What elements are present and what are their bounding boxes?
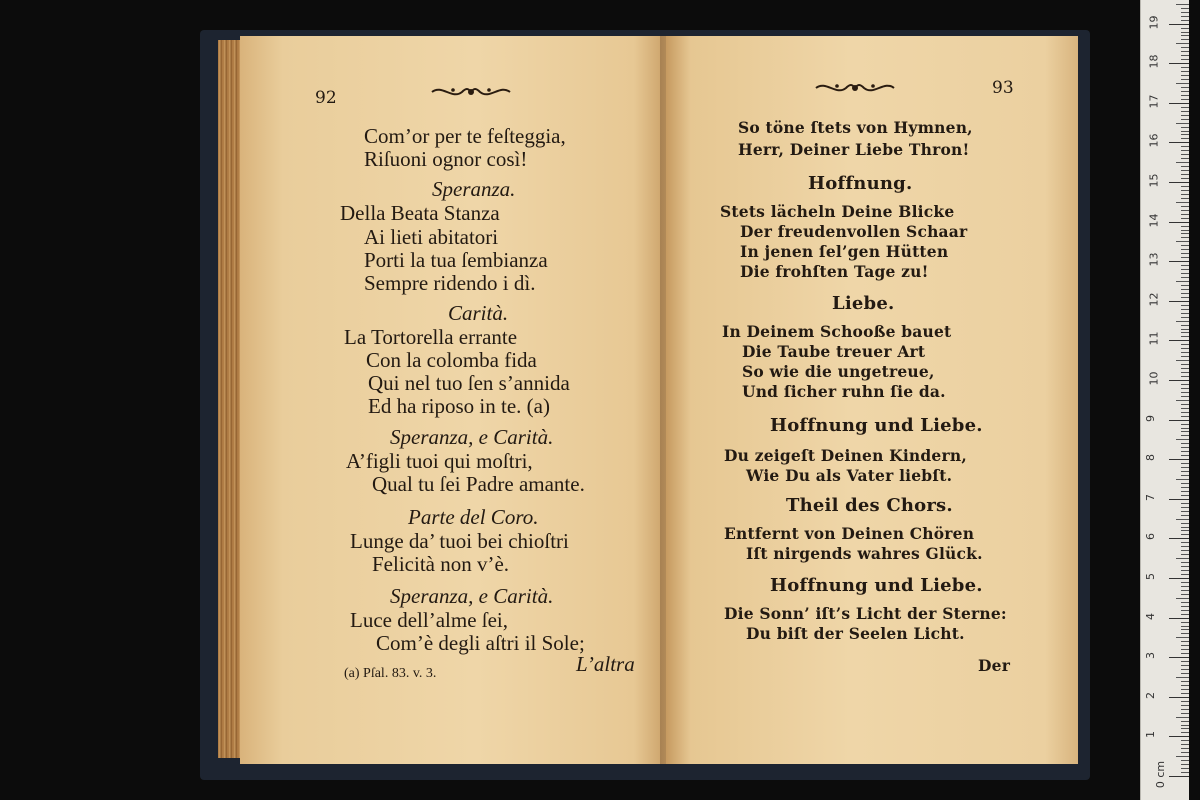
ruler-tick: [1181, 127, 1189, 128]
ruler-tick: [1181, 8, 1189, 9]
ruler-tick: [1181, 39, 1189, 40]
ruler-tick: [1176, 360, 1189, 361]
ruler-tick: [1181, 376, 1189, 377]
ruler-tick: [1181, 198, 1189, 199]
ruler-tick: [1181, 154, 1189, 155]
text-line: Stets lächeln Deine Blicke: [720, 202, 955, 221]
text-line: Riſuoni ognor così!: [364, 147, 528, 171]
ruler-tick: [1181, 392, 1189, 393]
ruler-tick: [1181, 645, 1189, 646]
ruler-tick: [1181, 186, 1189, 187]
ruler-tick: [1176, 321, 1189, 322]
ruler-tick: [1181, 495, 1189, 496]
ruler-tick: [1181, 190, 1189, 191]
ruler-label: 4: [1144, 612, 1157, 620]
ruler-tick: [1181, 483, 1189, 484]
ruler-tick: [1181, 170, 1189, 171]
ruler-label: 6: [1144, 533, 1157, 541]
ruler-tick: [1181, 614, 1189, 615]
catchword: L’altra: [576, 652, 635, 676]
ruler-tick: [1181, 443, 1189, 444]
ruler-tick: [1181, 586, 1189, 587]
section-heading: Theil des Chors.: [786, 495, 953, 516]
ruler-tick: [1181, 119, 1189, 120]
ruler-tick: [1181, 79, 1189, 80]
ruler-tick: [1181, 329, 1189, 330]
ruler-tick: [1181, 226, 1189, 227]
ruler-tick: [1181, 626, 1189, 627]
ruler-tick: [1169, 63, 1189, 64]
ruler-tick: [1181, 685, 1189, 686]
ruler-tick: [1181, 336, 1189, 337]
text-line: Com’è degli aſtri il Sole;: [376, 631, 585, 655]
section-heading: Speranza, e Carità.: [390, 425, 554, 449]
text-line: Herr, Deiner Liebe Thron!: [738, 140, 970, 159]
ruler-tick: [1181, 721, 1189, 722]
ruler-tick: [1176, 400, 1189, 401]
ruler-tick: [1181, 431, 1189, 432]
ruler-tick: [1181, 344, 1189, 345]
section-heading: Carità.: [448, 301, 509, 325]
ruler-label: 16: [1147, 133, 1161, 148]
ruler-label: 3: [1144, 652, 1157, 660]
text-line: Ai lieti abitatori: [364, 225, 499, 249]
ruler-tick: [1181, 523, 1189, 524]
ruler-tick: [1181, 507, 1189, 508]
ruler-label: 18: [1147, 54, 1161, 69]
ruler-tick: [1181, 661, 1189, 662]
ruler-tick: [1169, 459, 1189, 460]
ruler-tick: [1181, 253, 1189, 254]
ruler-label: 19: [1147, 15, 1161, 30]
ruler-tick: [1181, 28, 1189, 29]
ruler-tick: [1176, 598, 1189, 599]
ruler-tick: [1169, 657, 1189, 658]
ruler-tick: [1181, 131, 1189, 132]
ruler-tick: [1181, 562, 1189, 563]
ruler-tick: [1181, 530, 1189, 531]
ruler-tick: [1181, 206, 1189, 207]
text-line: La Tortorella errante: [344, 325, 518, 349]
ruler-tick: [1176, 558, 1189, 559]
ruler-tick: [1181, 51, 1189, 52]
ruler-tick: [1181, 317, 1189, 318]
text-line: Der freudenvollen Schaar: [740, 222, 968, 241]
ruler-tick: [1181, 633, 1189, 634]
ruler-tick: [1176, 439, 1189, 440]
text-line: Con la colomba fida: [366, 348, 537, 372]
ruler-tick: [1181, 554, 1189, 555]
ruler-tick: [1181, 348, 1189, 349]
ruler-tick: [1181, 309, 1189, 310]
section-heading: Hoffnung.: [808, 173, 913, 194]
catchword: Der: [978, 656, 1011, 675]
text-line: Die frohſten Tage zu!: [740, 262, 929, 281]
ruler-tick: [1181, 622, 1189, 623]
ruler-tick: [1169, 736, 1189, 737]
section-heading: Liebe.: [832, 293, 895, 314]
ornament-right: [812, 78, 898, 98]
ruler-tick: [1169, 103, 1189, 104]
text-line: Qui nel tuo ſen s’annida: [368, 371, 570, 395]
ruler-tick: [1181, 396, 1189, 397]
ruler-tick: [1181, 95, 1189, 96]
ruler-tick: [1181, 649, 1189, 650]
ruler-label: 17: [1147, 94, 1161, 109]
ruler-tick: [1181, 760, 1189, 761]
left-page: [240, 36, 668, 764]
ruler-tick: [1181, 527, 1189, 528]
ruler-tick: [1181, 285, 1189, 286]
section-heading: Speranza.: [432, 177, 516, 201]
ruler-tick: [1181, 669, 1189, 670]
ruler-tick: [1181, 408, 1189, 409]
ruler-tick: [1181, 372, 1189, 373]
ruler-label: 5: [1144, 573, 1157, 580]
ruler-tick: [1181, 428, 1189, 429]
ruler-tick: [1181, 701, 1189, 702]
section-heading: Parte del Coro.: [408, 505, 539, 529]
ruler-tick: [1181, 435, 1189, 436]
ruler-tick: [1181, 728, 1189, 729]
ruler-tick: [1176, 717, 1189, 718]
ruler-tick: [1181, 673, 1189, 674]
ruler-tick: [1181, 249, 1189, 250]
ruler-tick: [1181, 412, 1189, 413]
ruler-label: 2: [1144, 691, 1157, 699]
ruler-tick: [1181, 269, 1189, 270]
text-line: Und ſicher ruhn ſie da.: [742, 382, 946, 401]
right-page: [666, 36, 1078, 764]
ruler-tick: [1181, 218, 1189, 219]
ruler-tick: [1181, 87, 1189, 88]
ruler-tick: [1181, 471, 1189, 472]
text-line: Luce dell’alme ſei,: [350, 608, 509, 632]
ruler-tick: [1181, 709, 1189, 710]
ruler-tick: [1181, 75, 1189, 76]
ruler-tick: [1169, 538, 1189, 539]
text-line: Della Beata Stanza: [340, 201, 500, 225]
ruler-tick: [1181, 713, 1189, 714]
ruler-tick: [1181, 653, 1189, 654]
ruler-tick: [1181, 550, 1189, 551]
ruler-tick: [1169, 142, 1189, 143]
ruler-tick: [1176, 637, 1189, 638]
ruler-tick: [1181, 134, 1189, 135]
ruler-tick: [1181, 641, 1189, 642]
ruler-tick: [1181, 210, 1189, 211]
ruler-tick: [1176, 123, 1189, 124]
ruler-tick: [1176, 756, 1189, 757]
page-number-right: 93: [992, 78, 1014, 98]
ruler-tick: [1181, 689, 1189, 690]
text-line: Iſt nirgends wahres Glück.: [746, 544, 983, 563]
ruler-tick: [1181, 384, 1189, 385]
ruler-tick: [1181, 764, 1189, 765]
text-line: Die Taube treuer Art: [742, 342, 926, 361]
ruler-tick: [1181, 107, 1189, 108]
ruler-tick: [1181, 768, 1189, 769]
ruler-tick: [1181, 566, 1189, 567]
ruler-tick: [1176, 202, 1189, 203]
ruler-tick: [1181, 606, 1189, 607]
text-line: Com’or per te feſteggia,: [364, 124, 566, 148]
ruler-tick: [1181, 364, 1189, 365]
ruler-tick: [1181, 511, 1189, 512]
ruler-label: 15: [1147, 173, 1161, 188]
ruler-tick: [1169, 182, 1189, 183]
ruler-tick: [1169, 340, 1189, 341]
ruler-tick: [1181, 467, 1189, 468]
ruler-tick: [1181, 230, 1189, 231]
ruler-tick: [1181, 277, 1189, 278]
ruler-label: 13: [1147, 252, 1161, 267]
ruler-tick: [1181, 289, 1189, 290]
ruler-tick: [1181, 293, 1189, 294]
text-line: Die Sonn’ iſt’s Licht der Sterne:: [724, 604, 1007, 623]
ruler-tick: [1181, 681, 1189, 682]
ruler-tick: [1181, 447, 1189, 448]
ruler-label: 11: [1147, 331, 1161, 346]
text-line: In Deinem Schooße bauet: [722, 322, 952, 341]
ruler-tick: [1181, 491, 1189, 492]
ruler-tick: [1181, 463, 1189, 464]
ruler-tick: [1181, 233, 1189, 234]
ruler-tick: [1181, 705, 1189, 706]
ruler-tick: [1181, 245, 1189, 246]
ruler-tick: [1181, 368, 1189, 369]
text-line: Du biſt der Seelen Licht.: [746, 624, 965, 643]
ruler-tick: [1169, 697, 1189, 698]
ruler-tick: [1176, 281, 1189, 282]
ruler-tick: [1181, 237, 1189, 238]
ruler-tick: [1169, 24, 1189, 25]
ruler-tick: [1176, 519, 1189, 520]
ruler-tick: [1181, 455, 1189, 456]
ruler-tick: [1181, 166, 1189, 167]
ornament-left: [428, 82, 514, 102]
ruler-tick: [1181, 138, 1189, 139]
ruler-tick: [1181, 574, 1189, 575]
section-heading: Hoffnung und Liebe.: [770, 415, 983, 436]
ruler-tick: [1181, 273, 1189, 274]
ruler-tick: [1181, 71, 1189, 72]
ruler-tick: [1181, 146, 1189, 147]
ruler-tick: [1181, 35, 1189, 36]
text-line: So töne ſtets von Hymnen,: [738, 118, 973, 137]
ruler-tick: [1176, 43, 1189, 44]
ruler-tick: [1181, 99, 1189, 100]
ruler-label: 12: [1147, 292, 1161, 307]
ruler-tick: [1181, 214, 1189, 215]
ruler-tick: [1181, 20, 1189, 21]
text-line: Porti la tua ſembianza: [364, 248, 548, 272]
ruler-tick: [1181, 91, 1189, 92]
ruler-tick: [1181, 534, 1189, 535]
text-line: So wie die ungetreue,: [742, 362, 935, 381]
ruler-tick: [1181, 748, 1189, 749]
ruler-tick: [1176, 677, 1189, 678]
ruler-tick: [1181, 150, 1189, 151]
ruler-tick: [1169, 618, 1189, 619]
ruler-label: 9: [1144, 414, 1157, 422]
ruler-tick: [1169, 301, 1189, 302]
ruler-tick: [1181, 325, 1189, 326]
text-line: In jenen ſel’gen Hütten: [740, 242, 949, 261]
ruler-tick: [1181, 732, 1189, 733]
ruler-tick: [1181, 475, 1189, 476]
ruler-tick: [1181, 570, 1189, 571]
footnote: (a) Pſal. 83. v. 3.: [344, 666, 437, 681]
ruler-tick: [1181, 542, 1189, 543]
ruler-tick: [1169, 420, 1189, 421]
ruler-tick: [1169, 380, 1189, 381]
section-heading: Speranza, e Carità.: [390, 584, 554, 608]
text-line: Ed ha riposo in te. (a): [368, 394, 550, 418]
ruler-tick: [1181, 332, 1189, 333]
ruler-tick: [1176, 83, 1189, 84]
ruler-label: 14: [1147, 213, 1161, 228]
text-line: Du zeigeſt Deinen Kindern,: [724, 446, 967, 465]
ruler-tick: [1181, 297, 1189, 298]
ruler-tick: [1181, 424, 1189, 425]
ruler-tick: [1181, 313, 1189, 314]
ruler-tick: [1181, 590, 1189, 591]
text-line: Felicità non v’è.: [372, 552, 510, 576]
ruler-tick: [1181, 178, 1189, 179]
ruler-tick: [1181, 515, 1189, 516]
ruler-tick: [1181, 174, 1189, 175]
ruler-tick: [1169, 578, 1189, 579]
ruler-tick: [1181, 752, 1189, 753]
ruler-tick: [1181, 67, 1189, 68]
ruler-tick: [1181, 12, 1189, 13]
ruler-tick: [1181, 744, 1189, 745]
ruler-tick: [1169, 776, 1189, 777]
ruler-label: 10: [1147, 371, 1161, 386]
text-line: Qual tu ſei Padre amante.: [372, 472, 585, 496]
ruler-tick: [1181, 356, 1189, 357]
ruler-tick: [1181, 59, 1189, 60]
ruler-tick: [1181, 404, 1189, 405]
ruler-tick: [1181, 594, 1189, 595]
ruler-tick: [1181, 16, 1189, 17]
ruler-label: 8: [1144, 454, 1157, 462]
ruler-label: 1: [1144, 731, 1157, 739]
ruler-tick: [1181, 32, 1189, 33]
ruler-tick: [1176, 162, 1189, 163]
ruler-tick: [1181, 629, 1189, 630]
text-line: Lunge da’ tuoi bei chioſtri: [350, 529, 569, 553]
ruler-tick: [1181, 111, 1189, 112]
ruler-tick: [1181, 582, 1189, 583]
ruler-tick: [1181, 352, 1189, 353]
ruler-tick: [1169, 261, 1189, 262]
ruler-tick: [1181, 693, 1189, 694]
text-line: A’figli tuoi qui moſtri,: [346, 449, 533, 473]
ruler-tick: [1181, 55, 1189, 56]
ruler-tick: [1181, 388, 1189, 389]
text-line: Entfernt von Deinen Chören: [724, 524, 975, 543]
section-heading: Hoffnung und Liebe.: [770, 575, 983, 596]
ruler-tick: [1181, 115, 1189, 116]
ruler-tick: [1181, 194, 1189, 195]
ruler-label: 7: [1144, 493, 1157, 501]
ruler-tick: [1181, 772, 1189, 773]
ruler-tick: [1181, 602, 1189, 603]
ruler-tick: [1181, 47, 1189, 48]
ruler-tick: [1181, 158, 1189, 159]
ruler-tick: [1176, 4, 1189, 5]
ruler-tick: [1176, 479, 1189, 480]
ruler-tick: [1181, 257, 1189, 258]
ruler-tick: [1181, 487, 1189, 488]
ruler-tick: [1181, 305, 1189, 306]
text-line: Sempre ridendo i dì.: [364, 271, 536, 295]
ruler-tick: [1181, 665, 1189, 666]
page-number-left: 92: [315, 88, 337, 108]
ruler-tick: [1176, 241, 1189, 242]
ruler-tick: [1181, 451, 1189, 452]
ruler-tick: [1181, 725, 1189, 726]
ruler-tick: [1181, 416, 1189, 417]
ruler-tick: [1181, 546, 1189, 547]
ruler-tick: [1181, 265, 1189, 266]
text-line: Wie Du als Vater liebſt.: [746, 466, 953, 485]
ruler-tick: [1169, 222, 1189, 223]
ruler-tick: [1181, 740, 1189, 741]
ruler-tick: [1181, 610, 1189, 611]
ruler-tick: [1181, 503, 1189, 504]
ruler-label: 0 cm: [1154, 760, 1168, 789]
measuring-ruler: [1140, 0, 1189, 800]
ruler-tick: [1169, 499, 1189, 500]
